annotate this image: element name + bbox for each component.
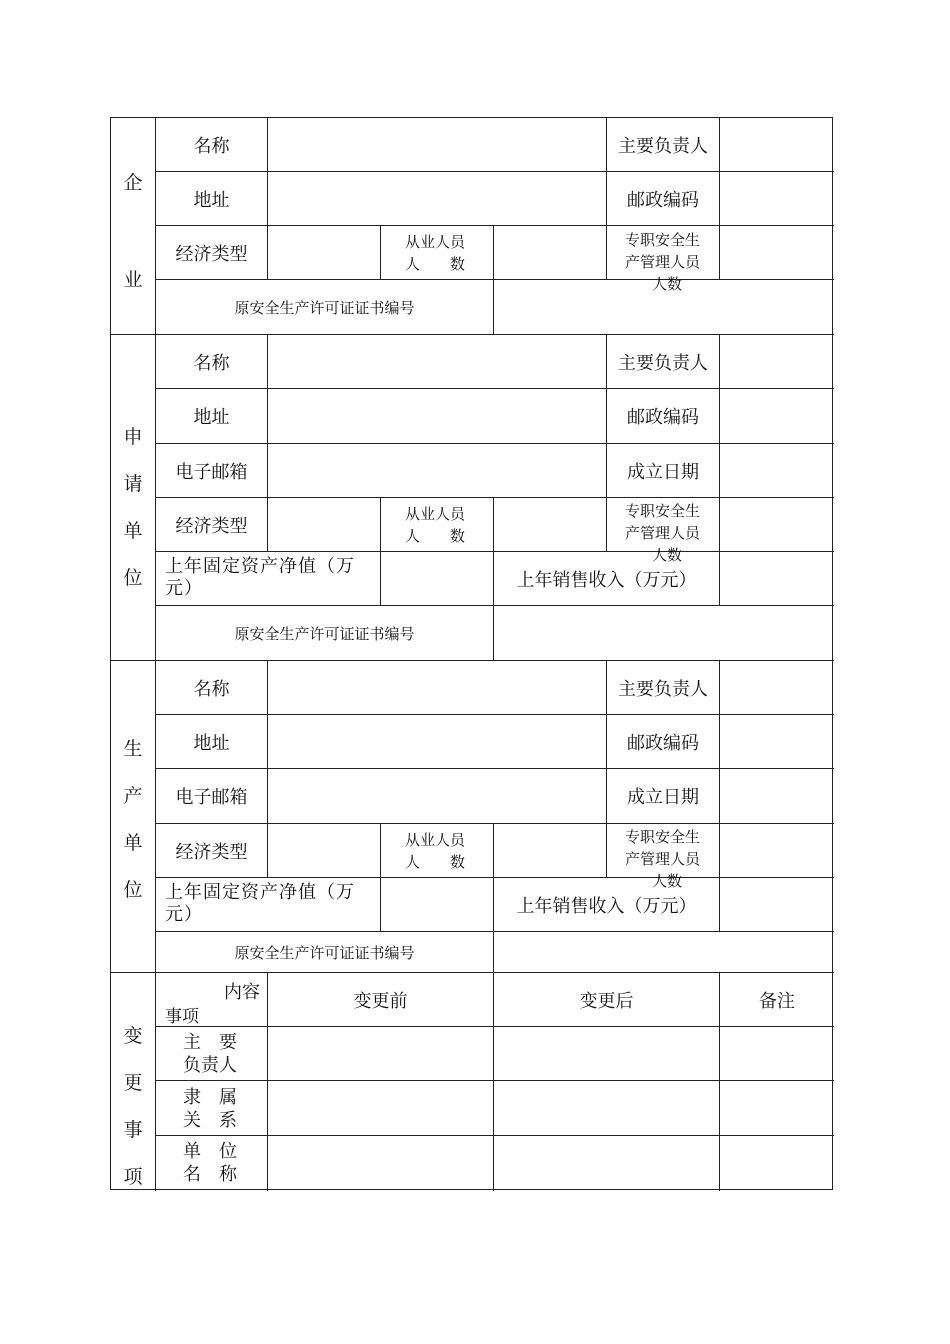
label-name: 名称 bbox=[193, 352, 230, 374]
label-line: 人 数 bbox=[405, 853, 466, 871]
header-remarks: 备注 bbox=[759, 990, 795, 1012]
label-postcode: 邮政编码 bbox=[627, 189, 699, 211]
title-char: 请 bbox=[123, 473, 143, 495]
label-line: 人数 bbox=[652, 275, 683, 293]
label-sales: 上年销售收入（万元） bbox=[516, 569, 697, 591]
label-line: 人 数 bbox=[405, 527, 466, 545]
change-row-affiliation bbox=[183, 1086, 237, 1132]
grid-line bbox=[719, 660, 720, 931]
label-line: 产管理人员 bbox=[625, 253, 701, 271]
label-safety-staff bbox=[625, 229, 701, 293]
label-line: 从业人员 bbox=[405, 233, 466, 251]
label-line: 上年固定资产净值（万 bbox=[165, 556, 355, 577]
label-staff-count bbox=[405, 829, 465, 873]
title-char: 更 bbox=[123, 1072, 143, 1094]
label-line: 人数 bbox=[652, 872, 683, 890]
label-line: 从业人员 bbox=[405, 505, 466, 523]
row-label-line: 单 位 bbox=[183, 1141, 237, 1162]
title-char: 事 bbox=[123, 1119, 143, 1141]
label-address: 地址 bbox=[193, 407, 230, 428]
label-principal: 主要负责人 bbox=[618, 678, 708, 700]
grid-line bbox=[155, 1026, 834, 1027]
label-name: 名称 bbox=[193, 678, 230, 700]
grid-line bbox=[719, 118, 720, 279]
grid-line bbox=[267, 118, 268, 279]
label-safety-staff bbox=[625, 826, 701, 890]
label-postcode: 邮政编码 bbox=[627, 732, 699, 754]
title-char: 单 bbox=[123, 520, 143, 542]
grid-line bbox=[493, 225, 494, 334]
row-label-line: 关 系 bbox=[183, 1110, 237, 1131]
label-address: 地址 bbox=[193, 732, 230, 754]
label-fixed-assets bbox=[165, 556, 355, 600]
title-char: 项 bbox=[123, 1166, 143, 1188]
label-safety-staff bbox=[625, 500, 701, 564]
grid-line bbox=[267, 660, 268, 877]
title-char: 产 bbox=[123, 785, 143, 807]
header-corner-item: 事项 bbox=[165, 1007, 199, 1027]
label-email: 电子邮箱 bbox=[175, 787, 248, 808]
label-fixed-assets bbox=[165, 882, 355, 926]
title-char: 位 bbox=[123, 567, 143, 589]
label-principal: 主要负责人 bbox=[618, 352, 708, 374]
title-char: 生 bbox=[123, 738, 143, 760]
section-title-changes bbox=[111, 1013, 155, 1201]
label-line: 产管理人员 bbox=[625, 524, 701, 542]
label-staff-count bbox=[405, 503, 465, 547]
header-before: 变更前 bbox=[353, 990, 408, 1012]
row-label-line: 主 要 bbox=[183, 1032, 237, 1053]
label-sales: 上年销售收入（万元） bbox=[516, 895, 697, 917]
label-orig-license: 原安全生产许可证证书编号 bbox=[234, 298, 415, 317]
section-title-applicant bbox=[111, 414, 155, 602]
label-principal: 主要负责人 bbox=[618, 135, 708, 157]
row-label-line: 负责人 bbox=[183, 1055, 237, 1076]
grid-line bbox=[267, 334, 268, 551]
label-line: 专职安全生 bbox=[625, 828, 701, 846]
label-line: 专职安全生 bbox=[625, 231, 701, 249]
grid-line bbox=[719, 334, 720, 605]
header-corner-content: 内容 bbox=[224, 982, 260, 1003]
label-econ-type: 经济类型 bbox=[175, 841, 248, 863]
label-email: 电子邮箱 bbox=[175, 461, 248, 483]
label-orig-license: 原安全生产许可证证书编号 bbox=[234, 624, 415, 643]
title-char: 单 bbox=[123, 832, 143, 854]
grid-line bbox=[380, 497, 381, 605]
label-orig-license: 原安全生产许可证证书编号 bbox=[234, 943, 415, 962]
label-line: 人 数 bbox=[405, 255, 466, 273]
label-line: 元） bbox=[165, 904, 203, 925]
title-char: 企 bbox=[123, 172, 143, 194]
label-econ-type: 经济类型 bbox=[175, 243, 248, 265]
grid-line bbox=[155, 1135, 834, 1136]
title-char: 变 bbox=[123, 1025, 143, 1047]
title-char: 业 bbox=[123, 269, 143, 291]
section-title-producer bbox=[111, 726, 155, 914]
label-address: 地址 bbox=[193, 189, 230, 211]
row-label-line: 名 称 bbox=[183, 1164, 237, 1185]
row-label-line: 隶 属 bbox=[183, 1087, 237, 1108]
change-row-principal bbox=[183, 1031, 237, 1077]
title-char: 位 bbox=[123, 879, 143, 901]
label-staff-count bbox=[405, 231, 465, 275]
change-row-unit-name bbox=[183, 1140, 237, 1186]
label-line: 产管理人员 bbox=[625, 850, 701, 868]
label-econ-type: 经济类型 bbox=[175, 515, 248, 537]
label-line: 上年固定资产净值（万 bbox=[165, 882, 355, 903]
label-postcode: 邮政编码 bbox=[627, 407, 699, 428]
label-founded: 成立日期 bbox=[627, 787, 699, 808]
label-line: 从业人员 bbox=[405, 831, 466, 849]
grid-line bbox=[155, 1080, 834, 1081]
license-change-form bbox=[110, 117, 833, 1190]
label-name: 名称 bbox=[193, 135, 230, 157]
grid-line bbox=[380, 225, 381, 279]
grid-line bbox=[380, 823, 381, 931]
label-line: 元） bbox=[165, 578, 203, 599]
header-after: 变更后 bbox=[579, 990, 634, 1012]
label-line: 专职安全生 bbox=[625, 502, 701, 520]
section-title-enterprise bbox=[111, 168, 155, 292]
label-line: 人数 bbox=[652, 546, 683, 564]
title-char: 申 bbox=[123, 426, 143, 448]
label-founded: 成立日期 bbox=[627, 461, 699, 483]
